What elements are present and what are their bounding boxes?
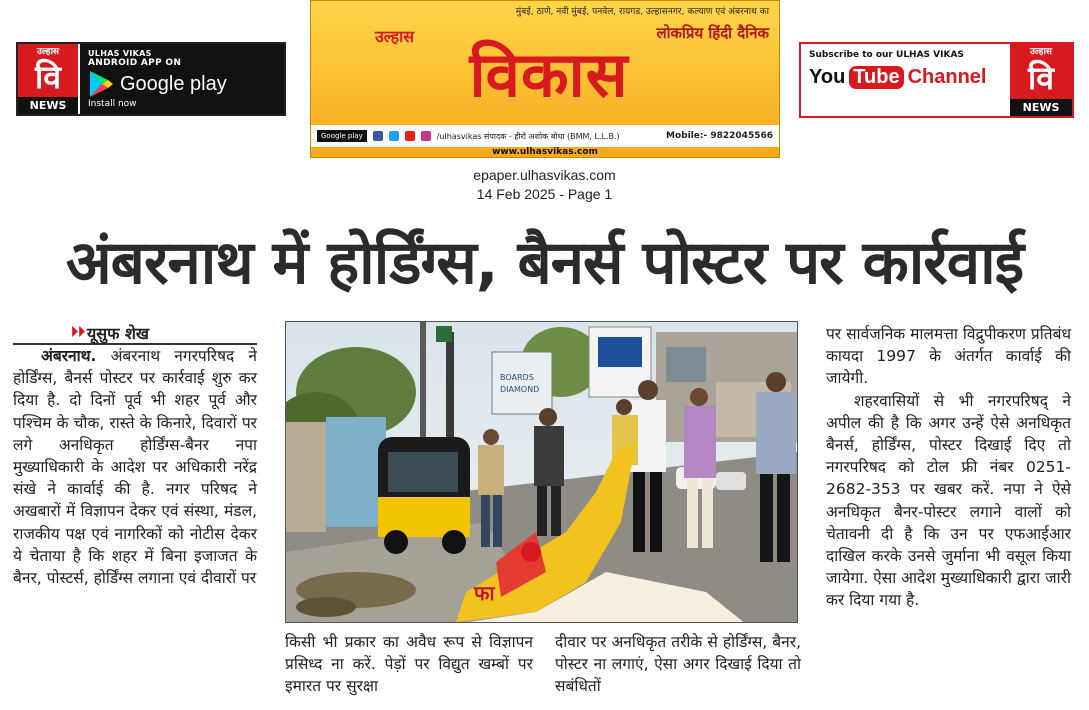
edition-date-page: 14 Feb 2025 - Page 1 [476, 186, 613, 202]
article-column-2 [285, 631, 533, 698]
column-4-paragraph-1: पर सार्वजनिक मालमत्ता विद्रुपीकरण प्रतिबंध कायदा 1997 के अंतर्गत कार्वाई की जायेगी. [826, 325, 1071, 388]
column-2-text: किसी भी प्रकार का अवैध रूप से विज्ञापन प्रसिध्द ना करें. पेड़ों पर विद्युत खम्बों पर इमारत पर सुरक्षा [285, 633, 533, 696]
twitter-icon[interactable] [389, 131, 399, 141]
masthead-info-strip [311, 125, 779, 147]
google-play-icon [88, 70, 114, 98]
logo-letter: वि [34, 58, 62, 96]
youtube-channel-text: Channel [907, 66, 987, 88]
article-column-3 [555, 631, 801, 698]
logo-news-label: NEWS [18, 97, 78, 114]
masthead-mobile: Mobile:- 9822045566 [666, 131, 773, 141]
page-info [0, 166, 1089, 204]
column-3-text: दीवार पर अनधिकृत तरीके से होर्डिंग्स, बैनर, पोस्टर ना लगाएं, ऐसा अगर दिखाई दिया तो सबंधितों [555, 633, 801, 696]
ulhas-vikas-logo [18, 44, 80, 114]
column-1-text: अंबरनाथ नगरपरिषद ने होर्डिंग्स, बैनर्स पोस्टर पर कार्रवाई शुरु कर दिया है. दो दिनों पूर्व भी शहर पूर्व और पश्चिम के चौक, रास्ते के किनारे, दिवारों पर लगे अनधिकृत होर्डिंग्स-बैनर नपा मुख्याधिकारी के आदेश पर अधिकारी नरेंद्र संखे ने कार्वाई की है. नगर परिषद ने अखबारों में विज्ञापन देकर एवं संस्था, मंडल, राजकीय पक्ष एवं नागरिकों को नोटीस देकर ये चेताया है कि शहर में बिना इजाजत के बैनर, पोस्टर्स, होर्डिंग्स लगाना एवं दीवारों पर [13, 347, 257, 588]
epaper-url[interactable]: epaper.ulhasvikas.com [473, 167, 616, 183]
google-play-badge[interactable] [80, 44, 284, 114]
youtube-channel-ad[interactable] [799, 42, 1074, 118]
instagram-icon[interactable] [421, 131, 431, 141]
masthead-website[interactable]: www.ulhasvikas.com [492, 147, 598, 157]
photo-scene [286, 322, 798, 623]
logo-news-label: NEWS [1010, 99, 1072, 116]
mini-google-play-badge[interactable]: Google play [317, 130, 367, 142]
masthead-tagline: लोकप्रिय हिंदी दैनिक [656, 24, 769, 42]
youtube-icon[interactable] [405, 131, 415, 141]
masthead-cities: मुंबई, ठाणे, नवी मुंबई, पनवेल, रायगड, उल्हासनगर, कल्याण एवं अंबरनाथ का [515, 7, 769, 17]
logo-letter: वि [1027, 59, 1055, 97]
news-photo [285, 321, 798, 623]
byline [13, 321, 257, 345]
install-now-label: Install now [88, 99, 137, 109]
article-column-4 [826, 323, 1071, 612]
dateline: अंबरनाथ. [41, 347, 97, 365]
masthead-title: विकास [469, 38, 629, 111]
youtube-you-text: You [809, 66, 846, 88]
youtube-tube-text: Tube [849, 66, 903, 89]
logo-top-text: उल्हास [1029, 47, 1052, 57]
article-headline: अंबरनाथ में होर्डिंग्स, बैनर्स पोस्टर पर कार्रवाई [65, 228, 1024, 298]
logo-top-text: उल्हास [36, 47, 59, 57]
column-4-paragraph-2: शहरवासियों से भी नगरपरिषद् ने अपील की है कि अगर उन्हें ऐसे अनधिकृत बैनर्स, होर्डिंग्स, पोस्टर दिखाई दिए तो नगरपरिषद को टोल फ्री नंबर 0251-2682-353 पर खबर करें. नपा ने ऐसे अनधिकृत बैनर-पोस्टर लगाने वालों को चेतावनी दी है कि उन पर एफआईआर दाखिल करके उनसे जुर्माना भी वसूल किया जायेगा. ऐसा आदेश मुख्याधिकारी द्वारा जारी कर दिया गया है. [826, 391, 1071, 610]
article-column-1 [13, 345, 257, 589]
masthead-editor: /ulhasvikas संपादक - हीरो अशोक बोधा (BMM, L.L.B.) [436, 131, 620, 141]
newspaper-masthead [310, 0, 780, 158]
android-app-label: ANDROID APP ON [88, 58, 182, 68]
ulhas-vikas-logo-right [1008, 44, 1072, 116]
google-play-ad[interactable] [16, 42, 286, 116]
facebook-icon[interactable] [373, 131, 383, 141]
byline-arrows-icon: ⏵⏵ [71, 324, 85, 340]
subscribe-label: Subscribe to our ULHAS VIKAS [809, 50, 964, 60]
masthead-prefix: उल्हास [375, 27, 415, 46]
google-play-label: Google play [120, 72, 227, 95]
author-name: यूसुफ शेख [87, 324, 149, 343]
billboard-text-2: DIAMOND [500, 385, 540, 394]
youtube-logo [809, 66, 1002, 89]
app-brand-label: ULHAS VIKAS [88, 49, 152, 58]
billboard-text-1: BOARDS [500, 373, 534, 382]
banner-text: फा [474, 581, 495, 605]
